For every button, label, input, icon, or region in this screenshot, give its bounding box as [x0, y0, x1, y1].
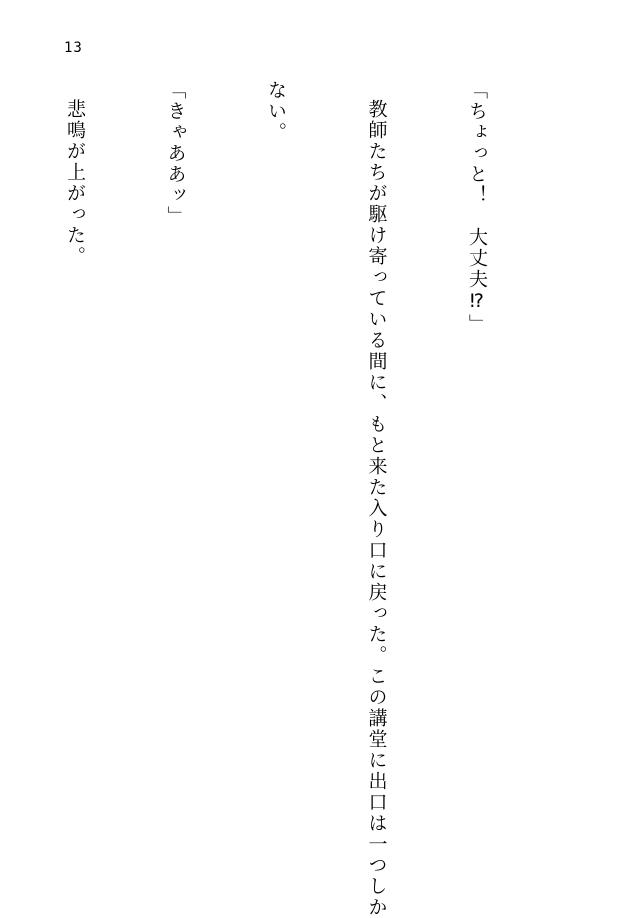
vertical-text-body [64, 80, 560, 918]
text-line: 教師たちが駆け寄っている間に、もと来た入り口に戻った。この講堂に出口は一つしか [365, 99, 388, 918]
text-line: 「きゃああッ」 [164, 80, 187, 227]
text-line: 「ちょっと！ 大丈夫⁉」 [466, 80, 488, 335]
text-line: ない。 [265, 80, 287, 143]
page-number: 13 [64, 40, 83, 56]
text-line: 悲鳴が上がった。 [64, 99, 86, 267]
